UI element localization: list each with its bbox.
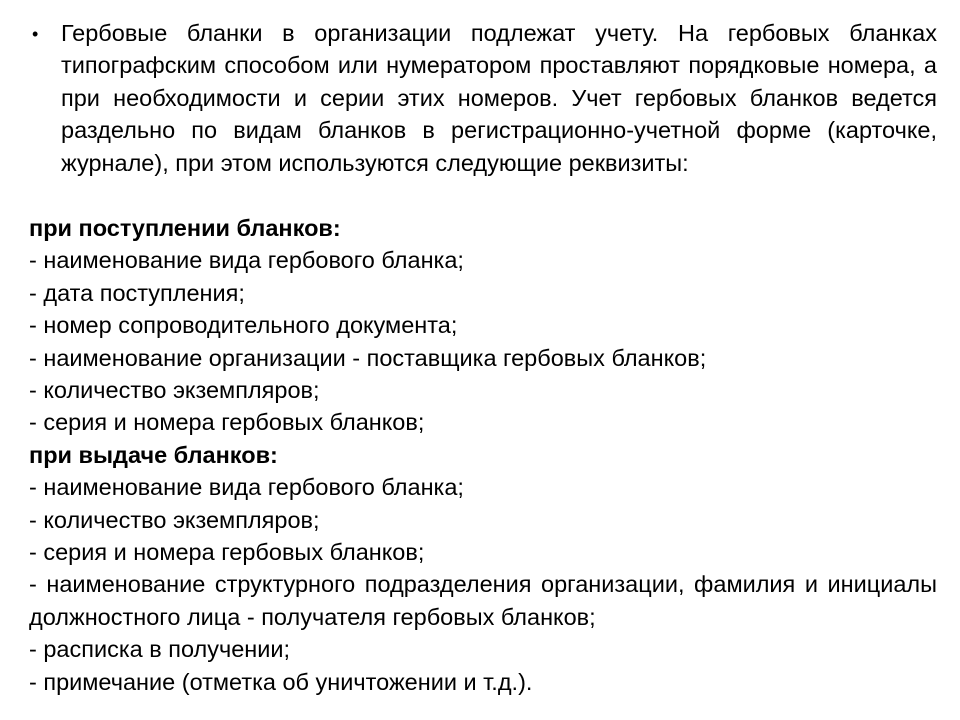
list-item: - примечание (отметка об уничтожении и т.д.). bbox=[29, 668, 533, 695]
list-item: - серия и номера гербовых бланков; bbox=[29, 539, 425, 566]
receipt-heading: при поступлении бланков: bbox=[29, 215, 341, 241]
list-item: - дата поступления; bbox=[29, 279, 245, 306]
list-item: - наименование вида гербового бланка; bbox=[29, 474, 464, 501]
list-item: - наименование организации - поставщика гербовых бланков; bbox=[29, 344, 707, 371]
list-item: - наименование структурного подразделения организации, фамилия и инициалы должностного лица - получателя гербовых бланков; bbox=[29, 571, 937, 630]
list-item: - номер сопроводительного документа; bbox=[29, 312, 458, 339]
list-item: - серия и номера гербовых бланков; bbox=[29, 409, 425, 436]
intro-paragraph: Гербовые бланки в организации подлежат учету. На гербовых бланках типографским способом или нумератором проставляют порядковые номера, а при необходимости и серии этих номеров. Учет гербовых бланков ведется раздельно по видам бланков в регистрационно-учетной форме (карточке, журнале), при этом используются следующие реквизиты: bbox=[61, 20, 937, 176]
list-item: - наименование вида гербового бланка; bbox=[29, 247, 464, 274]
list-item: - количество экземпляров; bbox=[29, 377, 320, 404]
bullet-icon: • bbox=[32, 24, 39, 44]
issue-heading: при выдаче бланков: bbox=[29, 441, 278, 468]
list-item: - количество экземпляров; bbox=[29, 506, 320, 533]
list-item: - расписка в получении; bbox=[29, 636, 291, 663]
requisites-list bbox=[29, 212, 937, 698]
